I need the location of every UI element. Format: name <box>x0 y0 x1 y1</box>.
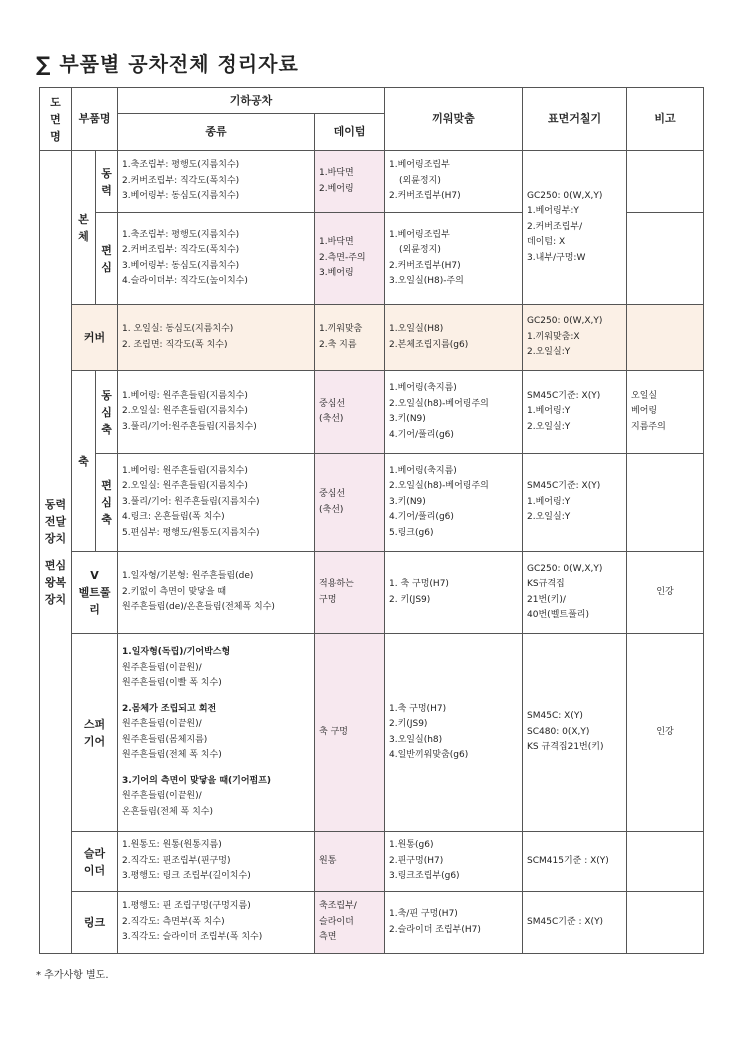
fit-line: 1.베어링조립부 <box>389 160 450 171</box>
datum-line: 축조립부/ <box>319 901 357 912</box>
datum-vbelt <box>315 552 385 634</box>
note-shaft-ecc <box>627 454 704 552</box>
fit-line: 3.키(N9) <box>389 496 426 507</box>
part-slider: 슬라 이더 <box>72 832 118 892</box>
datum-line: 1.끼워맞춤 <box>319 324 363 334</box>
fit-shaft-concentric <box>385 371 523 454</box>
fit-line: 2.키(JS9) <box>389 719 428 729</box>
fit-link <box>385 892 523 954</box>
rough-line: 1.베어링:Y <box>527 496 571 507</box>
type-line: 4.링크: 온흔들림(폭 치수) <box>122 512 225 523</box>
part-cover: 커버 <box>72 305 118 371</box>
rough-line: 40번(벨트풀리) <box>527 610 589 620</box>
note-vbelt: 인강 <box>627 552 704 634</box>
rough-line: 1.베어링:Y <box>527 406 571 417</box>
rough-line: 21번(키)/ <box>527 594 566 605</box>
rough-line: SM45C: X(Y) <box>527 711 583 722</box>
types-cover <box>118 305 315 371</box>
types-spur <box>118 634 315 832</box>
datum-body-power <box>315 151 385 213</box>
rough-line: 2.오일실:Y <box>527 512 571 523</box>
type-line: 2.커버조립부: 직각도(폭치수) <box>122 245 240 255</box>
part-vbelt: V 벨트풀 리 <box>72 552 118 634</box>
sub-shaft-concentric: 동 심 축 <box>96 371 118 454</box>
fit-line: 3.오일실(h8) <box>389 734 443 745</box>
rough-line: 데이텀: X <box>527 237 566 248</box>
note-link <box>627 892 704 954</box>
spur-section-title: 2.몸체가 조립되고 회전 <box>122 703 217 714</box>
rough-vbelt <box>523 552 627 634</box>
fit-line: 3.키(N9) <box>389 414 426 424</box>
fit-line: 1.베어링(축지름) <box>389 383 457 393</box>
fit-line: 2.커버조립부(H7) <box>389 191 461 202</box>
fit-line: 1. 축 구멍(H7) <box>389 579 449 589</box>
fit-spur <box>385 634 523 832</box>
datum-line: 3.베어링 <box>319 268 354 279</box>
type-line: 2.오일실: 원주흔들림(지름치수) <box>122 406 248 417</box>
rough-line: 3.내부/구멍:W <box>527 252 586 263</box>
type-line: 3.베어링부: 동심도(지름치수) <box>122 191 240 202</box>
datum-line: 측면 <box>319 932 337 943</box>
datum-line: (축선) <box>319 504 344 515</box>
fit-line: 4.기어/풀리(g6) <box>389 429 454 440</box>
fit-line: 1.축/핀 구멍(H7) <box>389 909 458 919</box>
fit-line: 1.축 구멍(H7) <box>389 703 447 714</box>
group-shaft: 축 <box>72 371 96 552</box>
type-line: 원주흔들림(이끝원)/ <box>122 719 202 729</box>
rough-line: GC250: 0(W,X,Y) <box>527 190 603 201</box>
fit-shaft-ecc <box>385 454 523 552</box>
types-slider <box>118 832 315 892</box>
drawing-name-line: 동력 <box>44 498 67 511</box>
fit-cover <box>385 305 523 371</box>
datum-line: 2.측면-주의 <box>319 252 366 263</box>
header-geo: 기하공차 <box>118 88 385 114</box>
fit-line: 4.일반끼워맞춤(g6) <box>389 750 469 760</box>
rough-body <box>523 151 627 305</box>
header-rough: 표면거칠기 <box>523 88 627 151</box>
fit-line: 5.링크(g6) <box>389 527 434 538</box>
fit-line: 3.링크조립부(g6) <box>389 871 460 882</box>
types-body-ecc <box>118 213 315 305</box>
rough-shaft-concentric <box>523 371 627 454</box>
datum-line: 적용하는 <box>319 579 354 589</box>
type-line: 원주흔들림(몸체지름) <box>122 734 208 745</box>
fit-line: (외륜정지) <box>399 245 441 255</box>
rough-line: 1.끼워맞춤:X <box>527 331 580 342</box>
spur-section-title: 1.일자형(독립)/기어박스형 <box>122 647 231 657</box>
header-datum: 데이텀 <box>315 114 385 151</box>
datum-line: 슬라이더 <box>319 916 354 927</box>
type-line: 1.베어링: 원주흔들림(지름치수) <box>122 465 248 476</box>
rough-line: 2.오일실:Y <box>527 421 571 432</box>
type-line: 3.풀리/기어:원주흔들림(지름치수) <box>122 421 257 432</box>
drawing-name-line: 장치 <box>44 532 67 545</box>
types-shaft-concentric <box>118 371 315 454</box>
type-line: 1.축조립부: 평행도(지름치수) <box>122 229 240 240</box>
type-line: 온흔들림(전체 폭 치수) <box>122 806 214 817</box>
rough-line: SC480: 0(X,Y) <box>527 726 590 737</box>
datum-body-ecc <box>315 213 385 305</box>
rough-slider: SCM415기준 : X(Y) <box>523 832 627 892</box>
type-line: 1.베어링: 원주흔들림(지름치수) <box>122 390 248 401</box>
header-type: 종류 <box>118 114 315 151</box>
fit-vbelt <box>385 552 523 634</box>
datum-line: 1.바닥면 <box>319 168 354 178</box>
types-vbelt <box>118 552 315 634</box>
datum-link <box>315 892 385 954</box>
fit-line: 2.본체조립지름(g6) <box>389 339 469 350</box>
sub-shaft-ecc: 편 심 축 <box>96 454 118 552</box>
type-line: 1.평행도: 핀 조립구멍(구멍지름) <box>122 901 251 912</box>
rough-line: GC250: 0(W,X,Y) <box>527 563 603 574</box>
type-line: 원주흔들림(이끝원)/ <box>122 791 202 801</box>
note-body-ecc <box>627 213 704 305</box>
note-line: 베어링 <box>631 406 658 417</box>
type-line: 1.일자형/기본형: 원주흔들림(de) <box>122 571 254 582</box>
note-slider <box>627 832 704 892</box>
header-drawing: 도 면 명 <box>40 88 72 151</box>
fit-line: 2.핀구멍(H7) <box>389 855 444 866</box>
fit-slider <box>385 832 523 892</box>
fit-line: 2.커버조립부(H7) <box>389 260 461 271</box>
note-shaft-concentric <box>627 371 704 454</box>
fit-line: 1.오일실(H8) <box>389 324 444 334</box>
datum-shaft-ecc <box>315 454 385 552</box>
page-title-text: 부품별 공차전체 정리자료 <box>59 52 299 76</box>
type-line: 3.풀리/기어: 원주흔들림(지름치수) <box>122 496 260 507</box>
type-line: 3.베어링부: 동심도(지름치수) <box>122 260 240 271</box>
datum-line: 1.바닥면 <box>319 237 354 248</box>
rough-cover <box>523 305 627 371</box>
types-body-power <box>118 151 315 213</box>
header-part: 부품명 <box>72 88 118 151</box>
fit-line: 1.원통(g6) <box>389 840 434 851</box>
type-line: 원주흔들림(전체 폭 치수) <box>122 750 222 760</box>
type-line: 원주흔들림(de)/온흔들림(전체폭 치수) <box>122 602 275 613</box>
type-line: 3.평행도: 링크 조립부(길이치수) <box>122 871 251 882</box>
part-link: 링크 <box>72 892 118 954</box>
rough-line: 1.베어링부:Y <box>527 206 579 217</box>
type-line: 2.오일실: 원주흔들림(지름치수) <box>122 481 248 492</box>
type-line: 5.편심부: 평행도/원통도(지름치수) <box>122 527 260 538</box>
part-spur: 스퍼 기어 <box>72 634 118 832</box>
rough-line: 2.오일실:Y <box>527 347 571 358</box>
tolerance-table <box>39 87 704 954</box>
type-line: 원주흔들림(이끝원)/ <box>122 662 202 673</box>
fit-body-ecc <box>385 213 523 305</box>
datum-slider: 원통 <box>315 832 385 892</box>
note-cover <box>627 305 704 371</box>
rough-line: SM45C기준: X(Y) <box>527 481 601 492</box>
sub-body-power: 동 력 <box>96 151 118 213</box>
type-line: 2.키없이 측면이 맞닿을 때 <box>122 586 227 597</box>
sigma-symbol: ∑ <box>36 52 52 76</box>
fit-line: 2.오일실(h8)-베어링주의 <box>389 481 489 492</box>
header-note: 비고 <box>627 88 704 151</box>
rough-link: SM45C기준 : X(Y) <box>523 892 627 954</box>
note-line: 오일실 <box>631 390 658 401</box>
fit-line: (외륜정지) <box>399 175 441 186</box>
footnote: * 추가사항 별도. <box>36 970 109 981</box>
type-line: 1.축조립부: 평행도(지름치수) <box>122 160 240 171</box>
sub-body-ecc: 편 심 <box>96 213 118 305</box>
type-line: 1.원통도: 원통(원통지름) <box>122 840 222 851</box>
fit-line: 3.오일실(H8)-주의 <box>389 276 464 286</box>
fit-line: 1.베어링조립부 <box>389 229 450 240</box>
drawing-name-line: 왕복 <box>44 576 67 589</box>
fit-line: 1.베어링(축지름) <box>389 465 457 476</box>
fit-body-power <box>385 151 523 213</box>
group-body: 본 체 <box>72 151 96 305</box>
rough-spur <box>523 634 627 832</box>
type-line: 2.직각도: 측면부(폭 치수) <box>122 916 225 927</box>
fit-line: 2. 키(JS9) <box>389 594 431 605</box>
type-line: 4.슬라이더부: 직각도(높이치수) <box>122 276 248 286</box>
type-line: 2. 조립면: 직각도(폭 치수) <box>122 339 228 350</box>
type-line: 원주흔들림(이빨 폭 치수) <box>122 678 222 688</box>
drawing-name-cell <box>40 151 72 954</box>
types-link <box>118 892 315 954</box>
rough-line: 2.커버조립부/ <box>527 221 583 232</box>
datum-spur: 축 구멍 <box>315 634 385 832</box>
datum-line: 2.베어링 <box>319 183 354 194</box>
fit-line: 2.오일실(h8)-베어링주의 <box>389 398 489 409</box>
datum-line: (축선) <box>319 414 344 424</box>
page-title <box>36 48 299 77</box>
rough-line: SM45C기준: X(Y) <box>527 390 601 401</box>
header-fit: 끼워맞춤 <box>385 88 523 151</box>
datum-cover <box>315 305 385 371</box>
type-line: 3.직각도: 슬라이더 조립부(폭 치수) <box>122 932 263 943</box>
note-spur: 인강 <box>627 634 704 832</box>
datum-line: 구멍 <box>319 594 337 605</box>
drawing-name-line: 편심 <box>44 559 67 572</box>
fit-line: 4.기어/풀리(g6) <box>389 512 454 523</box>
rough-shaft-ecc <box>523 454 627 552</box>
type-line: 1. 오일실: 동심도(지름치수) <box>122 324 234 334</box>
note-body-power <box>627 151 704 213</box>
types-shaft-ecc <box>118 454 315 552</box>
datum-line: 중심선 <box>319 489 346 499</box>
drawing-name-line: 장치 <box>44 593 67 606</box>
rough-line: GC250: 0(W,X,Y) <box>527 316 603 327</box>
rough-line: KS 규격집21번(키) <box>527 742 604 753</box>
note-line: 지름주의 <box>631 421 666 432</box>
rough-line: KS규격집 <box>527 579 565 589</box>
type-line: 2.직각도: 핀조립부(핀구멍) <box>122 855 231 866</box>
datum-shaft-concentric <box>315 371 385 454</box>
drawing-name-line: 전달 <box>44 515 67 528</box>
datum-line: 중심선 <box>319 398 346 409</box>
type-line: 2.커버조립부: 직각도(폭치수) <box>122 175 240 186</box>
datum-line: 2.축 지름 <box>319 339 357 350</box>
fit-line: 2.슬라이더 조립부(H7) <box>389 924 481 935</box>
spur-section-title: 3.기어의 측면이 맞닿을 때(기어펌프) <box>122 775 272 786</box>
